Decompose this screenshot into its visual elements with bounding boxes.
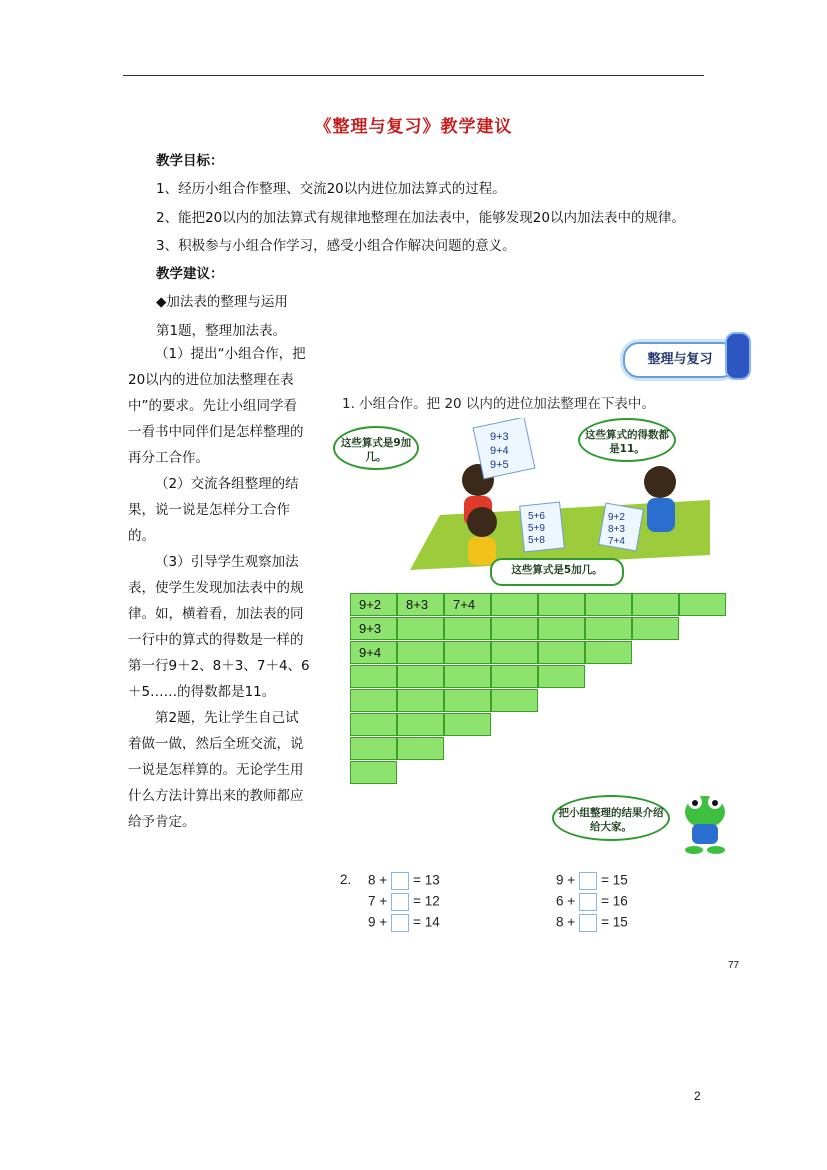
- plus-sign: +: [563, 893, 576, 909]
- table-cell: [632, 593, 679, 616]
- textbook-figure: [330, 320, 760, 971]
- equals-sign: =: [413, 914, 425, 930]
- goals-heading: 教学目标：: [156, 153, 224, 169]
- paragraph-4: 第2题，先让学生自己试着做一做，然后全班交流，说一说是怎样算的。无论学生用什么方法计算出来的教师都应给予肯定。: [128, 710, 304, 830]
- table-cell: [585, 641, 632, 664]
- equation-row: [556, 872, 628, 890]
- paragraph-1: （1）提出“小组合作，把20以内的进位加法整理在表中”的要求。先让小组同学看一看书中同伴们是怎样整理的再分工合作。: [128, 346, 306, 466]
- figure-q1: 1. 小组合作。把 20 以内的进位加法整理在下表中。: [342, 396, 655, 412]
- table-cell: [350, 689, 397, 712]
- paragraph-3: （3）引导学生观察加法表，使学生发现加法表中的规律。如，横着看，加法表的同一行中的算式的得数是一样的第一行9＋2、8＋3、7＋4、6＋5……的得数都是11。: [128, 554, 310, 700]
- svg-text:9+3 9+4 9+5: [490, 431, 512, 471]
- plus-sign: +: [563, 872, 576, 888]
- sum: 13: [424, 872, 440, 888]
- table-cell: [444, 713, 491, 736]
- equals-sign: =: [601, 914, 613, 930]
- frog-mascot-icon: [680, 790, 730, 854]
- section-heading: ◆加法表的整理与运用: [156, 294, 288, 310]
- plus-sign: +: [375, 893, 388, 909]
- plus-sign: +: [375, 872, 388, 888]
- svg-text:5+6 5+9 5+8: [528, 511, 548, 546]
- table-cell: [444, 641, 491, 664]
- card-c-line: 7+4: [608, 536, 625, 547]
- table-cell: 7+4: [444, 593, 491, 616]
- card-b-line: 5+6: [528, 511, 545, 522]
- equals-sign: =: [601, 893, 613, 909]
- table-cell: [538, 617, 585, 640]
- speech-bubble-1: 这些算式是9加几。: [333, 426, 419, 470]
- q1-label: 第1题，整理加法表。: [156, 323, 287, 339]
- card-a-line: 9+4: [490, 445, 509, 457]
- goal-1: 1、经历小组合作整理、交流20以内进位加法算式的过程。: [156, 181, 506, 197]
- table-cell: [397, 737, 444, 760]
- answer-box[interactable]: [579, 872, 597, 890]
- table-cell: 8+3: [397, 593, 444, 616]
- paperclip-icon: [725, 332, 751, 380]
- table-cell: [491, 641, 538, 664]
- sum: 14: [424, 914, 440, 930]
- table-cell: [491, 665, 538, 688]
- card-b-line: 5+8: [528, 535, 545, 546]
- goal-2: 2、能把20以内的加法算式有规律地整理在加法表中，能够发现20以内加法表中的规律。: [156, 210, 685, 226]
- table-cell: [444, 617, 491, 640]
- sum: 12: [424, 893, 440, 909]
- table-cell: 9+4: [350, 641, 397, 664]
- answer-box[interactable]: [391, 872, 409, 890]
- equals-sign: =: [413, 893, 425, 909]
- sum: 15: [612, 872, 628, 888]
- table-cell: [397, 689, 444, 712]
- addend: 6: [556, 893, 564, 909]
- table-cell: [491, 593, 538, 616]
- boy-head: [467, 507, 497, 537]
- table-cell: [350, 665, 397, 688]
- answer-box[interactable]: [579, 914, 597, 932]
- header-rule: [123, 75, 704, 76]
- boy-body: [468, 537, 496, 565]
- plus-sign: +: [563, 914, 576, 930]
- addend: 9: [556, 872, 564, 888]
- speech-bubble-3: 这些算式是5加几。: [490, 558, 624, 586]
- table-cell: [585, 593, 632, 616]
- table-cell: [397, 617, 444, 640]
- speech-bubble-4: 把小组整理的结果介绍给大家。: [552, 795, 670, 841]
- page-number: 2: [694, 1089, 701, 1103]
- review-badge: 整理与复习: [623, 342, 737, 378]
- addend: 8: [368, 872, 376, 888]
- card-a-line: 9+3: [490, 431, 509, 443]
- addend: 7: [368, 893, 376, 909]
- doc-title: 《整理与复习》教学建议: [314, 117, 513, 137]
- equation-row: [556, 893, 628, 911]
- card-b-line: 5+9: [528, 523, 545, 534]
- left-column: [128, 341, 310, 835]
- table-cell: [444, 689, 491, 712]
- table-cell: [538, 665, 585, 688]
- table-cell: [491, 617, 538, 640]
- boy2-body: [647, 498, 675, 532]
- equation-row: [368, 893, 440, 911]
- suggest-heading: 教学建议：: [156, 266, 224, 282]
- table-cell: [350, 713, 397, 736]
- table-cell: [679, 593, 726, 616]
- addend: 8: [556, 914, 564, 930]
- table-cell: 9+3: [350, 617, 397, 640]
- table-cell: [350, 761, 397, 784]
- table-cell: [538, 593, 585, 616]
- equation-row: [556, 914, 628, 932]
- table-cell: [632, 617, 679, 640]
- answer-box[interactable]: [391, 914, 409, 932]
- equation-row: [368, 914, 440, 932]
- speech-bubble-2: 这些算式的得数都是11。: [578, 418, 676, 462]
- boy2-head: [644, 466, 676, 498]
- equation-row: [368, 872, 440, 890]
- table-cell: [585, 617, 632, 640]
- card-c-line: 9+2: [608, 512, 625, 523]
- table-cell: [491, 689, 538, 712]
- book-page-number: 77: [728, 960, 740, 971]
- q2-number: 2.: [340, 872, 352, 887]
- equals-sign: =: [601, 872, 613, 888]
- table-cell: [538, 641, 585, 664]
- answer-box[interactable]: [579, 893, 597, 911]
- goal-3: 3、积极参与小组合作学习，感受小组合作解决问题的意义。: [156, 238, 516, 254]
- svg-text:9+2 8+3 7+4: [608, 512, 628, 547]
- sum: 16: [612, 893, 628, 909]
- plus-sign: +: [375, 914, 388, 930]
- card-c-line: 8+3: [608, 524, 625, 535]
- card-a-line: 9+5: [490, 459, 509, 471]
- table-cell: [444, 665, 491, 688]
- paragraph-2: （2）交流各组整理的结果，说一说是怎样分工合作的。: [128, 476, 299, 544]
- equals-sign: =: [413, 872, 425, 888]
- sum: 15: [612, 914, 628, 930]
- answer-box[interactable]: [391, 893, 409, 911]
- table-cell: [397, 665, 444, 688]
- table-cell: 9+2: [350, 593, 397, 616]
- table-cell: [397, 713, 444, 736]
- table-cell: [350, 737, 397, 760]
- table-cell: [397, 641, 444, 664]
- addend: 9: [368, 914, 376, 930]
- card-a: [470, 418, 540, 480]
